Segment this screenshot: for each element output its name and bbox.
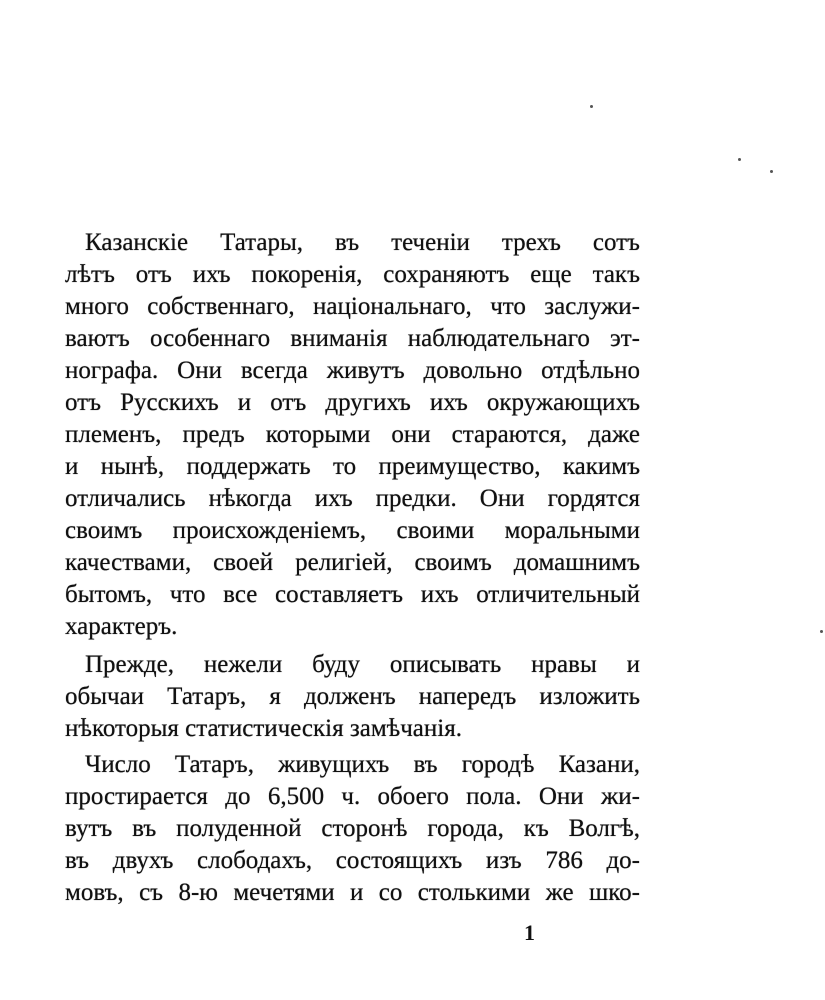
scan-speck	[738, 158, 741, 161]
page-number: 1	[524, 920, 535, 945]
text-line: Казанскіе Татары, въ теченіи трехъ сотъ	[85, 229, 640, 256]
text-line: характеръ.	[65, 613, 178, 640]
text-line: обычаи Татаръ, я долженъ напередъ изложить	[65, 683, 640, 710]
text-line: бытомъ, что все составляетъ ихъ отличительный	[65, 581, 640, 608]
text-line: своимъ происхожденіемъ, своими моральными	[65, 517, 640, 544]
text-line: племенъ, предъ которыми они стараются, даже	[65, 421, 640, 448]
text-line: отличались нѣкогда ихъ предки. Они гордятся	[65, 485, 640, 512]
text-line: лѣтъ отъ ихъ покоренія, сохраняютъ еще такъ	[65, 261, 640, 288]
text-line: простирается до 6,500 ч. обоего пола. Они жи-	[65, 783, 640, 810]
text-line: вутъ въ полуденной сторонѣ города, къ Волгѣ,	[65, 815, 640, 842]
text-line: нѣкоторыя статистическія замѣчанія.	[65, 715, 462, 742]
scan-speck	[590, 105, 593, 108]
text-line: отъ Русскихъ и отъ другихъ ихъ окружающихъ	[65, 389, 640, 416]
text-line: ваютъ особеннаго вниманія наблюдательнаго эт-	[65, 325, 640, 352]
text-line: въ двухъ слободахъ, состоящихъ изъ 786 до-	[65, 847, 640, 874]
text-line: и нынѣ, поддержать то преимущество, какимъ	[65, 453, 640, 480]
text-line: Число Татаръ, живущихъ въ городѣ Казани,	[85, 751, 640, 778]
text-line: качествами, своей религіей, своимъ домашнимъ	[65, 549, 640, 576]
text-line: мовъ, съ 8-ю мечетями и со столькими же шко-	[65, 879, 640, 906]
text-line: нографа. Они всегда живутъ довольно отдѣльно	[65, 357, 640, 384]
scan-speck	[820, 630, 823, 633]
text-line: Прежде, нежели буду описывать нравы и	[85, 651, 640, 678]
scan-speck	[770, 170, 773, 173]
text-line: много собственнаго, національнаго, что заслужи-	[65, 293, 640, 320]
